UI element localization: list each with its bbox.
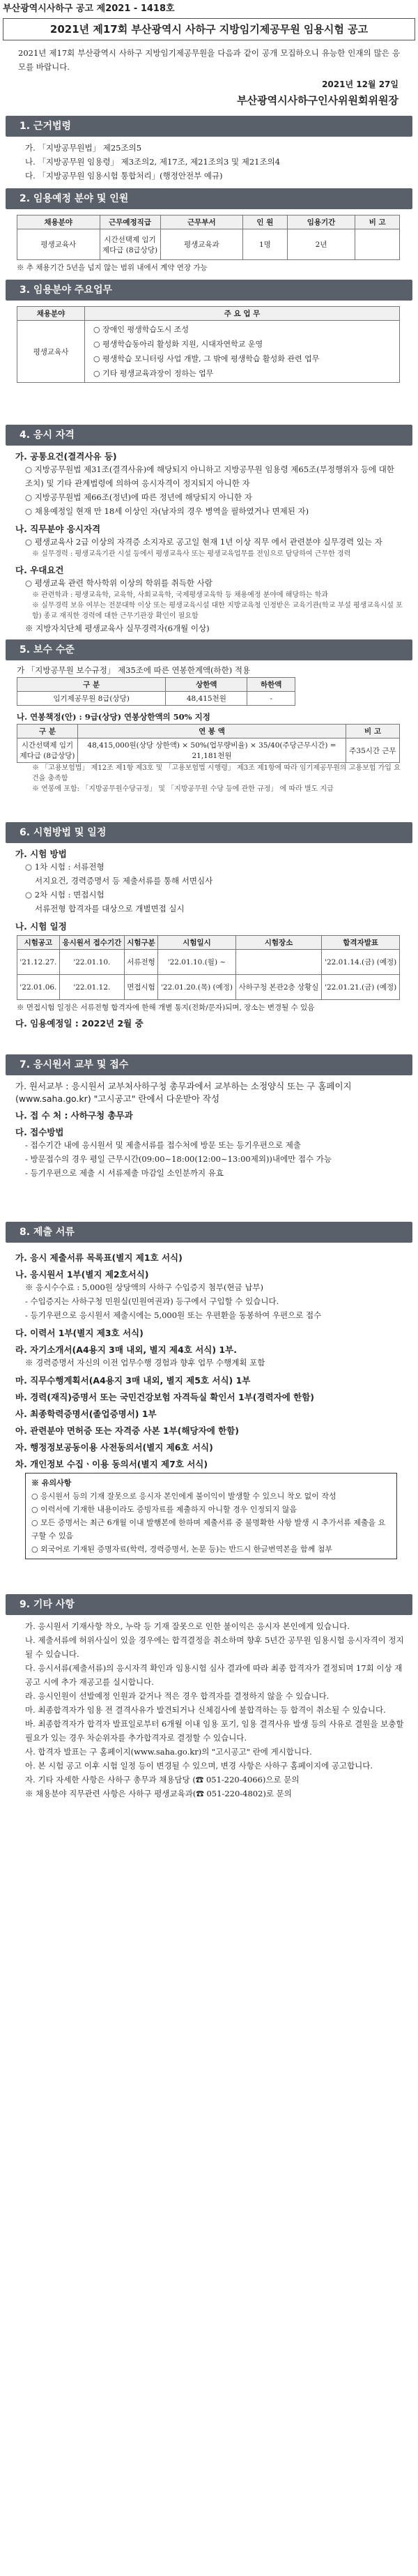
table-header: 시험장소 [235,936,321,950]
precaution-item: ○ 모든 증명서는 최근 6개월 이내 발행본에 한하며 제출서류 중 불명확한 사항 발생 시 추가서류 제출을 요구할 수 있음 [31,1518,386,1540]
table-header: 주 요 업 무 [85,307,400,321]
duty-item: ○ 평생학습 모니터링 사업 개발, 그 밖에 평생학습 활성화 관련 업무 [93,354,320,363]
salary-note: ※ 연봉에 포함: 「지방공무원수당규정」 및 「지방공무원 수당 등에 관한 규정」 에 따라 별도 지급 [32,785,334,793]
table-cell: '22.01.10.(월) ~ [158,950,236,975]
table-cell: 사하구청 본관2층 상황실 [235,975,321,1000]
requirement-item: ※ 지방자치단체 평생교육사 실무경력자(6개월 이상) [25,623,210,633]
misc-item: 아. 본 시험 공고 이후 시험 일정 등이 변경될 수 있으며, 변경 사항은 사하구 홈페이지에 공고합니다. [25,1761,373,1771]
document-item: 아. 관련분야 면허증 또는 자격증 사본 1부(해당자에 한함) [15,1425,239,1436]
table-cell: 평생교육사 [17,321,85,383]
table-header: 비 고 [346,725,400,738]
section-3-header: 3. 임용분야 주요업무 [6,280,412,301]
table-cell: 주35시간 근무 [346,738,400,763]
subsection-title: 나. 직무분야 응시자격 [15,524,101,534]
table-header: 시험공고 [17,936,60,950]
exam-method-detail: 서지요건, 경력증명서 등 제출서류를 통해 서면심사 [35,876,213,886]
requirement-note: ※ 관련학과 : 평생교육학, 교육학, 사회교육학, 국제평생교육학 등 채용예정 분야에 해당하는 학과 [32,591,328,599]
document-note: ※ 응시수수료 : 5,000원 상당액의 사하구 수입증지 첨부(현금 납부) [25,1282,264,1292]
table-header: 상한액 [166,678,247,692]
subsection-title: 나. 시험 일정 [15,921,67,932]
table-header: 구 분 [17,725,78,738]
exam-method-detail: 서류전형 합격자를 대상으로 개별면접 실시 [35,904,185,914]
duty-item: ○ 장애인 평생학습도시 조성 [93,325,189,334]
schedule-note: ※ 면접시험 일정은 서류전형 합격자에 한해 개별 통지(전화/문자)되며, 장소는 변경될 수 있음 [17,1003,315,1012]
misc-item: ※ 채용분야 직무관련 사항은 사하구 평생교육과(☎ 051-220-4802)로 문의 [25,1789,292,1798]
duties-list [85,321,400,383]
positions-table [17,215,400,260]
notice-title: 2021년 제17회 부산광역시 사하구 지방임기제공무원 임용시험 공고 [3,18,415,40]
table-cell: 면접시험 [124,975,157,1000]
application-method-item: - 등기우편으로 제출 시 서류제출 마감일 소인분까지 유효 [25,1168,224,1178]
section-1-header: 1. 근거법령 [6,116,412,137]
duty-item: ○ 기타 평생교육과장이 정하는 업무 [93,369,214,378]
salary-note: ※ 「고용보험법」 제12조 제1항 제3호 및 「고용보험법 시행령」 제3조 제1항에 따라 임기제공무원의 고용보험 가입 요건을 충족함 [32,764,401,782]
table-header: 합격자발표 [322,936,400,950]
duty-item: ○ 평생학습동아리 활성화 지원, 시대자연학교 운영 [93,340,263,349]
table-cell [355,229,400,260]
misc-item: 마. 최종합격자가 임용 전 결격사유가 발견되거나 신체검사에 불합격하는 등 합격이 취소될 수 있습니다. [25,1705,386,1715]
table-cell: 시간선택제 임기제다급 (8급상당) [17,738,78,763]
table-cell: '22.01.12. [59,975,124,1000]
misc-item: 다. 응시서류(제출서류)의 응시자격 확인과 임용시험 심사 결과에 따라 최종 합격자가 결정되며 17회 이상 재공고 시에 추가 재공고를 실시합니다. [25,1663,403,1687]
precautions-title: ※ 유의사항 [31,1478,72,1487]
document-note: ※ 경력증명서 자신의 이전 업무수행 경험과 향후 업무 수행계획 포함 [25,1358,265,1367]
table-header: 인 원 [243,215,288,229]
table-cell: 시간선택제 임기제다급 (8급상당) [100,229,160,260]
table-cell [235,950,321,975]
subsection-title: 가. 공통요건(결격사유 등) [15,451,117,462]
requirement-item: ○ 지방공무원법 제31조(결격사유)에 해당되지 아니하고 지방공무원 임용령 제65조(부정행위자 등에 대한 조치) 및 기타 관계법령에 의하여 응시자격이 정지되지 아니한 자 [25,464,395,488]
section-5-header: 5. 보수 수준 [6,639,412,660]
exam-method-item: ○ 1차 시험 : 서류전형 [25,862,104,872]
requirement-note: ※ 실무경력 : 평생교육기관 시설 등에서 평생교육사 또는 평생교육업무를 전임으로 담당하여 근무한 경력 [32,550,351,558]
table-cell: '22.01.10. [59,950,124,975]
application-method-item: - 방문접수의 경우 평일 근무시간(09:00~18:00(12:00~13:00제외))내에만 접수 가능 [25,1154,332,1164]
table-cell: 평생교육사 [17,229,100,260]
document-item: 나. 응시원서 1부(별지 제2호서식) [15,1269,149,1280]
document-note: - 수입증지는 사하구청 민원실(민원여권과) 등구에서 구입할 수 있습니다. [25,1296,279,1306]
application-form-info: 가. 원서교부 : 응시원서 교부처사하구청 총무과에서 교부하는 소정양식 또는 구 홈페이지(www.saha.go.kr) "고시공고" 란에서 다운받아 작성 [15,1081,352,1104]
gazette-number: 부산광역시사하구 공고 제2021 - 1418호 [3,3,175,14]
duties-table [17,306,400,383]
table-header: 응시원서 접수기간 [59,936,124,950]
table-cell: '22.01.21.(금) (예정) [322,975,400,1000]
document-item: 사. 최종학력증명서(졸업증명서) 1부 [15,1409,157,1419]
subsection-title: 다. 우대요건 [15,565,64,575]
precaution-item: ○ 외국어로 기재된 증명자료(학력, 경력증명서, 논문 등)는 반드시 한글번역본을 함께 첨부 [31,1545,333,1554]
table-header: 구 분 [17,678,166,692]
salary-plan-table [17,724,400,763]
table-cell: 1명 [243,229,288,260]
subsection-title: 가. 시험 방법 [15,849,67,859]
table-header: 하한액 [247,678,295,692]
table-header: 시험일시 [158,936,236,950]
precautions-box [25,1473,397,1559]
application-method-item: - 접수기간 내에 응시원서 및 제출서류를 접수처에 방문 또는 등기우편으로 제출 [25,1140,301,1150]
table-cell: '21.12.27. [17,950,60,975]
misc-item: 라. 응시인원이 선발예정 인원과 같거나 적은 경우 합격자를 결정하지 않을 수 있습니다. [25,1691,330,1701]
table-header: 시험구분 [124,936,157,950]
table-header: 비 고 [355,215,400,229]
application-office: 나. 접 수 처 : 사하구청 총무과 [15,1110,133,1121]
requirement-item: ○ 평생교육 관련 학사학위 이상의 학위를 취득한 사람 [25,578,212,588]
exam-schedule-table [17,935,400,1000]
document-item: 마. 직무수행계획서(A4용지 3매 내외, 별지 제5호 서식) 1부 [15,1375,251,1386]
table-header: 채용분야 [17,215,100,229]
subsection-title: 다. 접수방법 [15,1127,64,1137]
table-cell: - [247,692,295,706]
requirement-item: ○ 평생교육사 2급 이상의 자격증 소지자로 공고일 현재 1년 이상 직무 에서 관련분야 실무경력 있는 자 [25,537,382,547]
table-cell: 48,415천원 [166,692,247,706]
precaution-item: ○ 이력서에 기재한 내용이라도 증빙자료를 제출하지 아니할 경우 인정되지 않음 [31,1505,297,1514]
table-cell: 서류전형 [124,950,157,975]
table-header: 임용기간 [287,215,355,229]
misc-item: 바. 최종합격자가 합격자 발표일로부터 6개월 이내 임용 포기, 임용 결격사유 발생 등의 사유로 결원을 보충할 필요가 있는 경우 차순위자를 추가합격자로 결정할 수 있습니다. [25,1719,404,1743]
document-item: 바. 경력(재직)증명서 또는 국민건강보험 자격득실 확인서 1부(경력자에 한함) [15,1392,315,1402]
table-cell: '22.01.06. [17,975,60,1000]
section-7-header: 7. 응시원서 교부 및 접수 [6,1054,412,1075]
document-item: 차. 개인정보 수집ㆍ이용 동의서(별지 제7호 서식) [15,1459,208,1469]
requirement-item: ○ 지방공무원법 제66조(정년)에 따른 정년에 해당되지 아니한 자 [25,492,252,502]
section-4-header: 4. 응시 자격 [6,425,412,446]
law-item: 다. 「지방공무원 임용시험 통합처리」(행정안전부 예규) [25,171,223,181]
document-note: - 등기우편으로 응시원서 제출시에는 5,000원 또는 우편환을 동봉하여 우편으로 접수 [25,1310,322,1320]
table-header: 근무예정직급 [100,215,160,229]
document-item: 라. 자기소개서(A4용지 3매 내외, 별지 제4호 서식) 1부. [15,1344,237,1355]
positions-note: ※ 추 채용기간 5년을 넘지 않는 범위 내에서 계약 연장 가능 [17,264,208,272]
table-cell: '22.01.20.(목) (예정) [158,975,236,1000]
salary-limit-table [17,677,295,706]
document-item: 다. 이력서 1부(별지 제3호 서식) [15,1328,144,1338]
section-2-header: 2. 임용예정 분야 및 인원 [6,188,412,209]
law-item: 나. 「지방공무원 임용령」 제3조의2, 제17조, 제21조의3 및 제21조의4 [25,157,281,167]
table-header: 채용분야 [17,307,85,321]
exam-method-item: ○ 2차 시험 : 면접시험 [25,890,104,900]
salary-plan: 나. 연봉책정(안) : 9급(상당) 연봉상한액의 50% 지정 [17,712,210,722]
section-9-header: 9. 기타 사항 [6,1594,412,1615]
document-item: 자. 행정정보공동이용 사전동의서(별지 제6호 서식) [15,1442,213,1453]
salary-basis: 가 「지방공무원 보수규정」 제35조에 따른 연봉한계액(하한) 적용 [17,665,251,675]
misc-item: 자. 기타 자세한 사항은 사하구 총무과 채용담당 (☎ 051-220-4066)으로 문의 [25,1775,300,1785]
section-6-header: 6. 시험방법 및 일정 [6,822,412,843]
misc-item: 사. 합격자 발표는 구 홈페이지(www.saha.go.kr)의 "고시공고" 란에 게시합니다. [25,1747,312,1757]
misc-item: 나. 제출서류에 허위사실이 있을 경우에는 합격결정을 취소하며 향후 5년간 공무원 임용시험 응시자격이 정지될 수 있습니다. [25,1635,404,1659]
table-cell: 평생교육과 [160,229,243,260]
table-cell: 48,415,000원(상당 상한액) × 50%(업무량비율) × 35/40(주당근무시간) = 21,181천원 [78,738,346,763]
notice-date: 2021년 12월 27일 [322,79,398,89]
intro-text: 2021년 제17회 부산광역시 사하구 지방임기제공무원을 다음과 같이 공개 모집하오니 유능한 인재의 많은 응모를 바랍니다. [18,48,400,72]
section-8-header: 8. 제출 서류 [6,1222,412,1243]
table-cell: 2년 [287,229,355,260]
table-header: 근무부서 [160,215,243,229]
precaution-item: ○ 응시원서 등의 기재 잘못으로 응시자 본인에게 불이익이 발생할 수 있으니 착오 없이 작성 [31,1492,336,1501]
appointment-date: 다. 임용예정일 : 2022년 2월 중 [15,1018,144,1029]
requirement-item: ○ 채용예정일 현재 만 18세 이상인 자(남자의 경우 병역을 필하였거나 면제된 자) [25,506,309,516]
table-cell: 임기제공무원 8급(상당) [17,692,166,706]
table-cell: '22.01.14.(금) (예정) [322,950,400,975]
requirement-note: ※ 실무경력 보유 여부는 전문대학 이상 또는 평생교육시설 대한 지방교육청 인정받은 교육기관(학교 부설 평생교육시설 포함) 종교 재직한 경력에 대한 근무기관장 확인이 필요함 [32,602,403,620]
document-item: 가. 응시 제출서류 목록표(별지 제1호 서식) [15,1252,183,1263]
table-header: 연 봉 액 [78,725,346,738]
misc-item: 가. 응시원서 기재사항 착오, 누락 등 기재 잘못으로 인한 불이익은 응시자 본인에게 있습니다. [25,1621,350,1631]
law-item: 가. 「지방공무원법」 제25조의5 [25,143,142,153]
issuing-organization: 부산광역시사하구인사위원회위원장 [237,94,398,107]
